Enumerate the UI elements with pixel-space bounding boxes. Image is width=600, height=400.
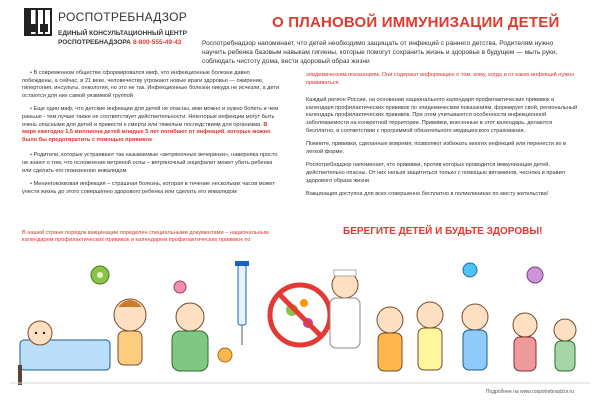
- left-paragraph-4: Менингококковая инфекция – страшная болезнь, которая в течение нескольких часов может унести жизнь до этого совершенно здорового ребенка или сделать его инвалидом: [22, 181, 275, 195]
- doctor-figure: [330, 270, 360, 348]
- qr-code-icon: [24, 8, 52, 36]
- slogan: БЕРЕГИТЕ ДЕТЕЙ И БУДЬТЕ ЗДОРОВЫ!: [343, 226, 543, 237]
- crying-child: [114, 299, 146, 365]
- page-title: О ПЛАНОВОЙ ИММУНИЗАЦИИ ДЕТЕЙ: [272, 14, 560, 31]
- right-paragraph-0: эпидемическим показаниям. Они содержат информацию о том, кому, когда и от каких инфекций нужно прививаться.: [306, 72, 575, 86]
- stop-virus-sign-icon: [270, 285, 330, 345]
- footer-link: Подробнее на www.rospotrebnadzor.ru: [485, 389, 574, 395]
- right-paragraph-3: Роспотребнадзор напоминает, что прививки, против которых проводится иммунизация детей, действительно опасны. От них нельзя защититься только с помощью витаминов, чеснока и правил здорового образа жизни.: [306, 162, 565, 184]
- right-column: [306, 72, 578, 205]
- org-name: РОСПОТРЕБНАДЗОР: [58, 10, 188, 24]
- intro-text: Роспотребнадзор напоминает, что детей необходимо защищать от инфекций с раннего детства. Родителям нужно научить ребенка базовым навыкам гигиены, которые помогут сохранить жизнь и здоровье в будущем — мыть руки, соблюдать чистоту дома, вести здоровый образ жизни: [202, 40, 558, 65]
- children-illustration: [0, 245, 600, 395]
- left-paragraph-5: В нашей стране порядок вакцинации определен специальными документами – национальным календарем профилактических прививок и календарем профилактических прививок по: [22, 230, 269, 244]
- sick-child-blanket: [172, 303, 208, 371]
- right-paragraph-1: Каждый регион России, на основании национального календаря профилактических прививок и календаря профилактических прививок по эпидемическим показаниям, формирует свой, региональный календарь профилактических прививок. При этом учитываются особенности инфекционной заболеваемости на конкретной территории. Прививки, внесенные в этот календарь, делаются бесплатно, в соответствии с программой обязательного медицинского страхования.: [306, 97, 578, 134]
- left-paragraph-3: Родители, которые устраивают так называемые «ветряночные вечеринки», наверняка просто не знают о том, что осложнение ветряной оспы – ветряночный энцефалит может убить ребенка или сделать его пожизненно инвалидом: [22, 152, 278, 174]
- left-column: • В современном обществе сформировался миф, что инфекционные болезни давно побеждены, а сейчас, в 21 веке, человечеству угрожают новые враги здоровья — ожирение, гипертония, инсульты, онкология, но это не так. Инфекционные болезни никуда не исчезли, а дети остаются для них самой уязвимой группой • Еще один миф, что детские инфекции для детей не опасны, ими можно и нужно болеть и чем раньше - тем лучше также не соответствует действительности. Некоторые инфекции могут быть очень опасными для детей и привести к смерти или тяжелым последствиям для организма. В мире ежегодно 1,5 миллиона детей младше 5 лет погибают от инфекций, которые можно было бы предотвратить с помощью прививок • Родители, которые устраивают так называемые «ветряночные вечеринки», наверняка просто не знают о том, что осложнение ветряной оспы – ветряночный энцефалит может убить ребенка или сделать его пожизненно инвалидом • Менингококковая инфекция – страшная болезнь, которая в течение нескольких часов может унести жизнь до этого совершенно здорового ребенка или сделать его инвалидом: [22, 70, 280, 195]
- left-paragraph-2: Еще один миф, что детские инфекции для детей не опасны, ими можно и нужно болеть и чем раньше - тем лучше также не соответствует действительности. Некоторые инфекции могут быть очень опасными для детей и привести к смерти или тяжелым последствиям для организма.: [22, 106, 279, 128]
- left-paragraph-2-highlight: В мире ежегодно 1,5 миллиона детей младше 5 лет погибают от инфекций, которые можно было бы предотвратить с помощью прививок: [22, 121, 271, 143]
- right-paragraph-2: Помните, прививки, сделанные вовремя, позволяют избежать многих инфекций или перенести их в легкой форме.: [306, 141, 566, 155]
- right-paragraph-4: Вакцинация доступна для всех совершенно бесплатно в поликлиниках по месту жительства!: [306, 191, 549, 198]
- syringe-icon: [235, 261, 249, 345]
- consult-center-line-2: РОСПОТРЕБНАДЗОРА: [58, 39, 131, 46]
- consult-center-line: ЕДИНЫЙ КОНСУЛЬТАЦИОННЫЙ ЦЕНТР: [58, 30, 187, 37]
- left-paragraph-1: В современном обществе сформировался миф, что инфекционные болезни давно побеждены, а сейчас, в 21 веке, человечеству угрожают новые враги здоровья — ожирение, гипертония, инсульты, онкология, но это не так. Инфекционные болезни никуда не исчезли, а дети остаются для них самой уязвимой группой: [22, 70, 280, 99]
- happy-children-group: [377, 302, 576, 371]
- hotline-phone: 8-800-555-49-43: [133, 39, 182, 46]
- sick-child-in-bed: [18, 321, 110, 385]
